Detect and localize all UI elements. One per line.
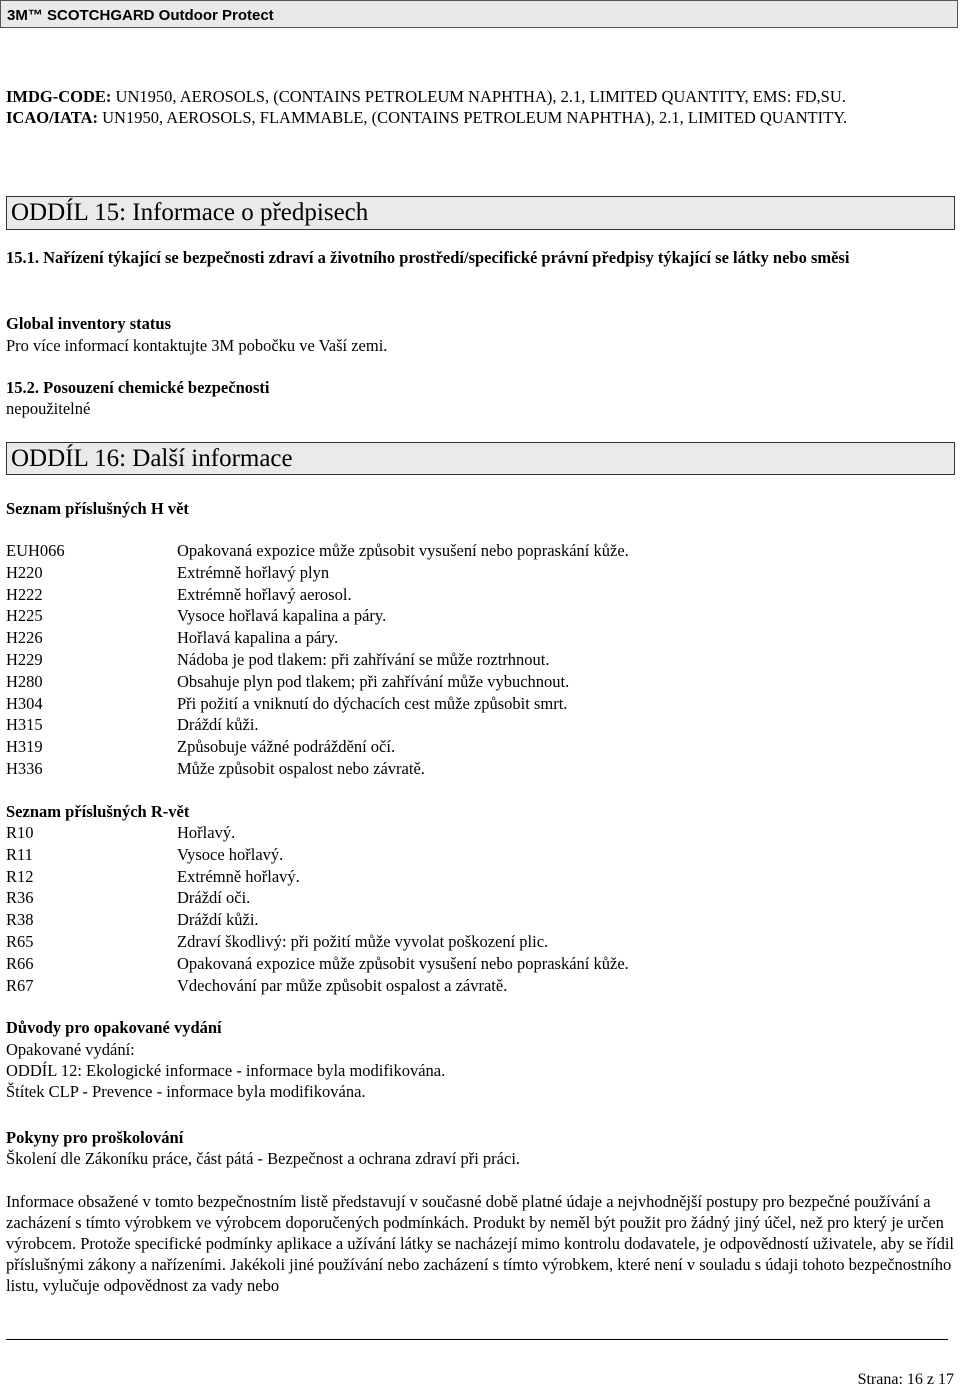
- r-phrase-code: R65: [6, 931, 34, 951]
- r-phrase-text: Dráždí oči.: [177, 888, 251, 908]
- h-statement-text: Opakovaná expozice může způsobit vysušení nebo popraskání kůže.: [177, 541, 629, 560]
- r-phrases-table: [6, 822, 629, 996]
- r-phrase-code: R66: [6, 953, 34, 973]
- imdg-label: IMDG-CODE:: [6, 87, 112, 106]
- r-phrase-code: R36: [6, 888, 34, 908]
- h-statement-row: [6, 671, 629, 693]
- h-statement-text: Extrémně hořlavý plyn: [177, 562, 330, 582]
- h-statement-row: [6, 540, 629, 562]
- revision-line: ODDÍL 12: Ekologické informace - informace byla modifikována.: [6, 1061, 446, 1080]
- r-phrase-row: [6, 975, 629, 997]
- h-statement-text: Způsobuje vážné podráždění očí.: [177, 737, 396, 757]
- icao-text: UN1950, AEROSOLS, FLAMMABLE, (CONTAINS PETROLEUM NAPHTHA), 2.1, LIMITED QUANTITY.: [97, 108, 848, 127]
- r-phrase-row: [6, 866, 629, 888]
- h-statement-text: Při požití a vniknutí do dýchacích cest může způsobit smrt.: [177, 693, 568, 713]
- h-statements-table: [6, 540, 629, 780]
- r-phrase-text: Extrémně hořlavý.: [177, 866, 300, 886]
- imdg-line: [6, 86, 946, 107]
- section15-title: ODDÍL 15: Informace o předpisech: [11, 199, 369, 226]
- r-phrase-code: R67: [6, 975, 34, 995]
- revision-lines: [6, 1039, 946, 1102]
- section15-heading: [6, 196, 955, 230]
- h-statement-row: [6, 714, 629, 736]
- r-phrase-text: Dráždí kůži.: [177, 910, 259, 930]
- r-phrase-row: [6, 953, 629, 975]
- r-phrase-code: R11: [6, 844, 33, 864]
- r-phrase-row: [6, 844, 629, 866]
- h-statement-text: Extrémně hořlavý aerosol.: [177, 584, 352, 604]
- section15-1-title: 15.1. Nařízení týkající se bezpečnosti zdraví a životního prostředí/specifické právní předpisy týkající se látky nebo směsi: [6, 248, 850, 267]
- h-statement-row: [6, 584, 629, 606]
- h-statement-code: H336: [6, 758, 43, 778]
- icao-line: [6, 107, 946, 128]
- header-title: 3M™ SCOTCHGARD Outdoor Protect: [7, 7, 274, 24]
- h-statement-code: H220: [6, 562, 43, 582]
- h-statement-text: Vysoce hořlavá kapalina a páry.: [177, 606, 387, 626]
- r-phrase-text: Opakovaná expozice může způsobit vysušení nebo popraskání kůže.: [177, 953, 629, 973]
- r-phrase-text: Hořlavý.: [177, 823, 236, 842]
- h-statement-row: [6, 627, 629, 649]
- r-phrase-row: [6, 822, 629, 844]
- document-header: [0, 0, 958, 28]
- inventory-text: Pro více informací kontaktujte 3M pobočku ve Vaší zemi.: [6, 336, 388, 355]
- icao-label: ICAO/IATA:: [6, 108, 98, 127]
- section16-heading: [6, 442, 955, 475]
- transport-info: [6, 86, 946, 128]
- r-phrase-text: Vdechování par může způsobit ospalost a závratě.: [177, 975, 508, 995]
- h-statement-code: H319: [6, 737, 43, 757]
- imdg-text: UN1950, AEROSOLS, (CONTAINS PETROLEUM NAPHTHA), 2.1, LIMITED QUANTITY, EMS: FD,SU.: [111, 87, 846, 106]
- h-statement-text: Dráždí kůži.: [177, 715, 259, 735]
- h-statement-code: H315: [6, 715, 43, 735]
- r-phrase-row: [6, 887, 629, 909]
- h-statement-code: H304: [6, 693, 43, 713]
- section15-2-title: 15.2. Posouzení chemické bezpečnosti: [6, 378, 270, 397]
- h-statement-code: H226: [6, 628, 43, 648]
- training-title: Pokyny pro proškolování: [6, 1128, 184, 1147]
- h-statement-row: [6, 649, 629, 671]
- r-phrase-code: R12: [6, 866, 34, 886]
- r-phrase-row: [6, 931, 629, 953]
- inventory-title: Global inventory status: [6, 314, 172, 333]
- h-statement-code: EUH066: [6, 541, 65, 560]
- h-statement-text: Může způsobit ospalost nebo závratě.: [177, 758, 425, 778]
- training-text: Školení dle Zákoníku práce, část pátá - Bezpečnost a ochrana zdraví při práci.: [6, 1149, 521, 1168]
- revision-line: Štítek CLP - Prevence - informace byla modifikována.: [6, 1082, 366, 1101]
- h-statement-code: H229: [6, 649, 43, 669]
- disclaimer-text: Informace obsažené v tomto bezpečnostním listě představují v současné době platné údaje a nejvhodnější postupy pro bezpečné používání a zacházení s tímto výrobkem ve výrobcem doporučených podmínkách. Produkt by neměl být použit pro žádný jiný účel, než pro který je určen výrobcem. Protože specifické podmínky aplikace a užívání látky se nacházejí mimo kontrolu dodavatele, je odpovědností uživatele, aby se řídil příslušnými zákony a nařízeními. Jakékoli jiné používání nebo zacházení s tímto výrobkem, které není v souladu s údaji tohoto bezpečnostního listu, vylučuje odpovědnost za vady nebo: [6, 1192, 954, 1295]
- r-phrase-text: Vysoce hořlavý.: [177, 844, 284, 864]
- h-statement-row: [6, 758, 629, 780]
- h-statement-code: H280: [6, 671, 43, 691]
- h-statement-code: H225: [6, 606, 43, 626]
- r-phrase-row: [6, 909, 629, 931]
- h-statement-row: [6, 605, 629, 627]
- r-phrase-text: Zdraví škodlivý: při požití může vyvolat poškození plic.: [177, 931, 549, 951]
- h-statement-code: H222: [6, 584, 43, 604]
- section15-2-text: nepoužitelné: [6, 399, 91, 418]
- page-number: Strana: 16 z 17: [857, 1371, 954, 1388]
- h-list-title: Seznam příslušných H vět: [6, 499, 189, 518]
- r-phrase-code: R38: [6, 910, 34, 930]
- section16-title: ODDÍL 16: Další informace: [11, 445, 293, 472]
- h-statement-row: [6, 693, 629, 715]
- revision-line: Opakované vydání:: [6, 1040, 135, 1059]
- h-statement-text: Hořlavá kapalina a páry.: [177, 628, 339, 648]
- revision-title: Důvody pro opakované vydání: [6, 1018, 222, 1037]
- footer-divider: [6, 1339, 948, 1340]
- h-statement-row: [6, 562, 629, 584]
- r-phrase-code: R10: [6, 823, 34, 842]
- h-statement-row: [6, 736, 629, 758]
- r-list-title: Seznam příslušných R-vět: [6, 802, 190, 821]
- h-statement-text: Obsahuje plyn pod tlakem; při zahřívání může vybuchnout.: [177, 671, 570, 691]
- h-statement-text: Nádoba je pod tlakem: při zahřívání se může roztrhnout.: [177, 649, 550, 669]
